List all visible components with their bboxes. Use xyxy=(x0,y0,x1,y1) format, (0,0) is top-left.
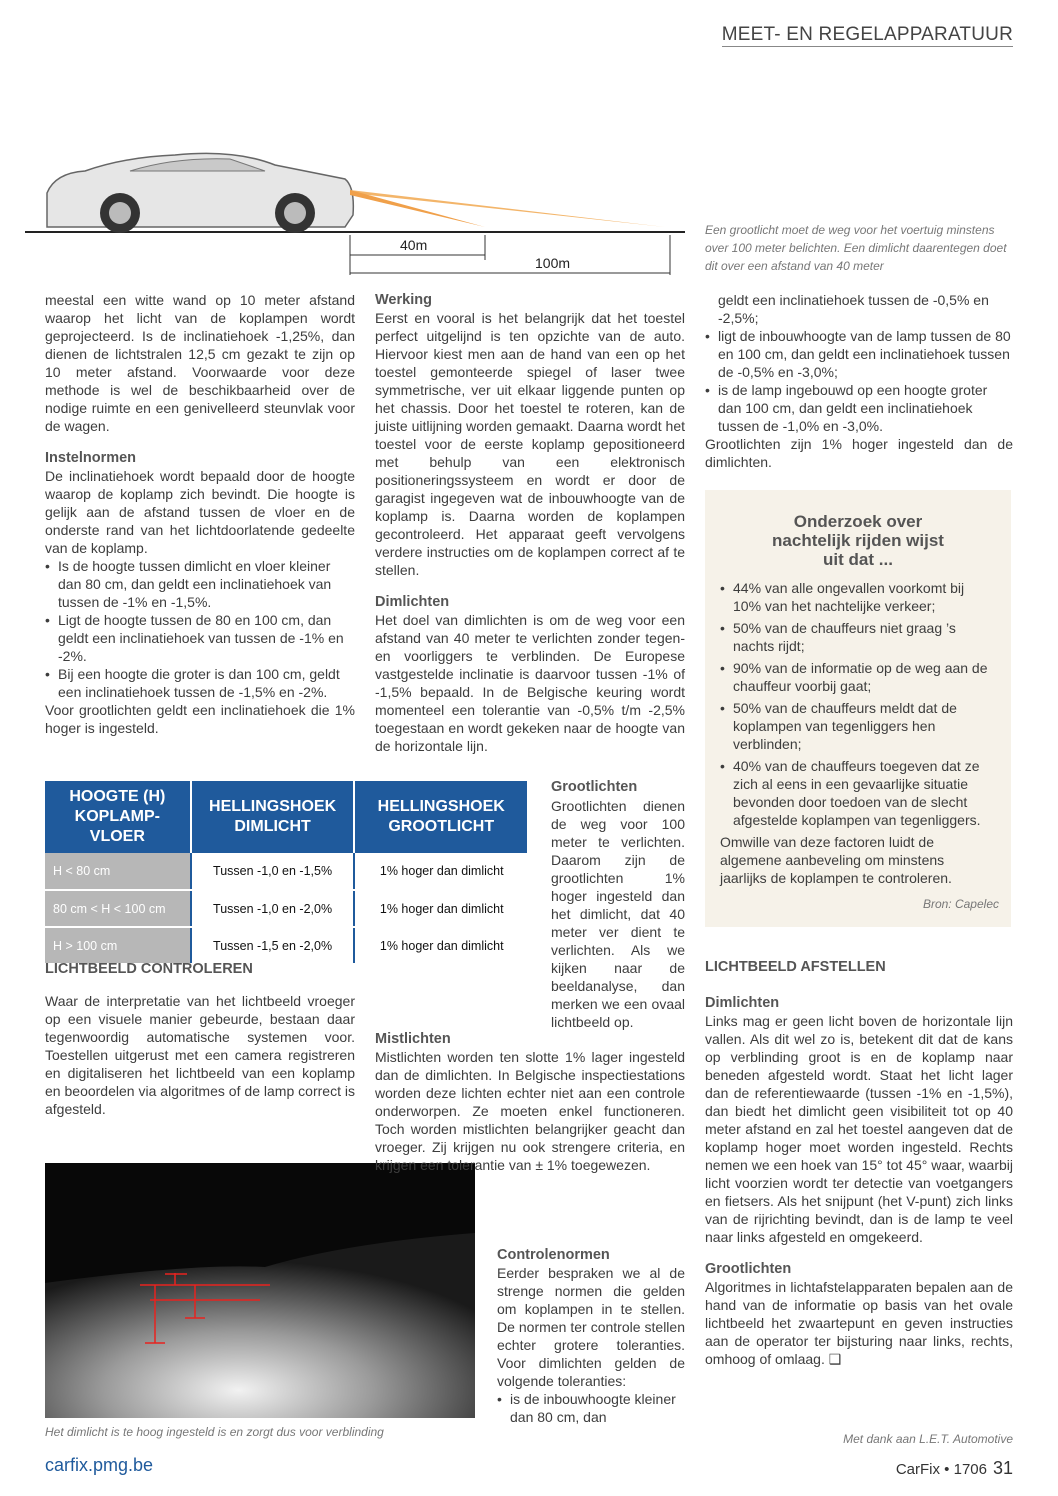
column-1 xyxy=(45,291,355,737)
col3-dimlichten-text: Links mag er geen licht boven de horizontale lijn vallen. Als dit wel zo is, betekent dit dat de kans op verblinding groot is en de koplamp naar beneden afgesteld wordt. Staat het licht lager dan de referentiewaarde (tussen -1% en -1,5%), dan biedt het dimlicht geen visibiliteit tot op 40 meter afstand en zal het toestel aangeven dat de koplamp hoger moet worden ingesteld. Rechts nemen we een hoek van 15° tot 45° waar, waarbij licht voorzien wordt ter detectie van voetgangers en fietsers. Als het snijpunt (het V-punt) zich links van de rijrichting bevindt, dan is de lamp te veel naar links afgesteld en omgekeerd. xyxy=(705,1013,1013,1245)
column-3-bottom xyxy=(705,958,1013,1368)
lichtbeeld-controleren-text: Waar de interpretatie van het lichtbeeld vroeger op een visuele manier gebeurde, bestaan daar tegenwoordig automatische systemen voor. Toestellen uitgerust met een camera registreren en digitaliseren het lichtbeeld van een koplamp en beoordelen via algoritmes of de lamp correct is afgesteld. xyxy=(45,993,355,1117)
lichtbeeld-afstellen-heading: LICHTBEELD AFSTELLEN xyxy=(705,959,886,975)
section-label: MEET- EN REGELAPPARATUUR xyxy=(721,24,1013,45)
grootlichten-text: Grootlichten dienen de weg voor 100 meter te verlichten. Daarom zijn de grootlichten 1% hoger ingesteld dan het dimlicht, dat 40 meter ver dient te verlichten. Als we kijken naar de beeldanalyse, dan merken we een ovaal lichtbeeld op. xyxy=(551,798,685,1030)
table-cell: H > 100 cm xyxy=(45,927,191,964)
mistlichten-block xyxy=(375,1030,685,1174)
controlenormen-text: Eerder bespraken we al de strenge normen die gelden om koplampen in te stellen. De normen ter controle stellen echter grotere toleranties. Voor dimlichten gelden de volgende toleranties: xyxy=(497,1265,685,1389)
table-cell: 1% hoger dan dimlicht xyxy=(354,853,528,890)
research-sidebox xyxy=(705,490,1011,927)
headlight-beam-photo xyxy=(45,1163,475,1418)
table-header: HOOGTE (H) KOPLAMP-VLOER xyxy=(45,781,191,853)
sidebox-bullet: • 40% van de chauffeurs toegeven dat ze zich al eens in een gevaarlijke situatie bevonden door toedoen van de slecht afgestelde koplampen van tegenliggers. xyxy=(720,757,991,829)
werking-text: Eerst en vooral is het belangrijk dat het toestel perfect uitgelijnd is ten opzichte van de auto. Hiervoor kiest men aan de hand van een op het toestel gemonteerde spiegel of laser twee symmetrische, ver uit elkaar liggende punten op het chassis. Door het toestel te roteren, kan de juiste uitlijning worden gemaakt. Daarna wordt het toestel voor de eerste koplamp gepositioneerd met behulp van een elektronisch positioneringssysteem en wordt er door de garagist ingegeven wat de inbouwhoogte van de koplamp is. Daarna worden de koplampen gecontroleerd. Het apparaat geeft vervolgens verdere instructies om de koplampen correct af te stellen. xyxy=(375,310,685,578)
table-cell: 1% hoger dan dimlicht xyxy=(354,890,528,927)
sidebox-source: Bron: Capelec xyxy=(922,897,999,911)
table-row xyxy=(45,890,528,927)
footer-issue xyxy=(896,1458,1013,1479)
dimlichten-heading: Dimlichten xyxy=(375,594,450,610)
grootlichten-block xyxy=(551,778,685,796)
table-cell: H < 80 cm xyxy=(45,853,191,890)
thanks-note: Met dank aan L.E.T. Automotive xyxy=(843,1432,1013,1446)
sidebox-outro: Omwille van deze factoren luidt de algemene aanbeveling om minstens jaarlijks de koplampen te controleren. xyxy=(720,834,952,886)
col3-dimlichten-heading: Dimlichten xyxy=(705,995,780,1011)
table-header: HELLINGSHOEK GROOTLICHT xyxy=(354,781,528,853)
instel-outro: Voor grootlichten geldt een inclinatiehoek die 1% hoger is ingesteld. xyxy=(45,702,355,736)
grootlichten-heading: Grootlichten xyxy=(551,779,638,795)
instelnormen-heading: Instelnormen xyxy=(45,450,137,466)
footer-site[interactable]: carfix.pmg.be xyxy=(45,1455,154,1475)
sidebox-title: Onderzoek over nachtelijk rijden wijst uit dat ... xyxy=(772,512,944,569)
col3-bullet: • ligt de inbouwhoogte van de lamp tussen de 80 en 100 cm, dan geldt een inclinatiehoek tussen de -0,5% en -3,0%; xyxy=(705,327,1013,381)
werking-heading: Werking xyxy=(375,292,432,308)
dist-40m-label: 40m xyxy=(400,237,428,253)
col1-intro: meestal een witte wand op 10 meter afstand waarop het licht van de koplampen wordt geprojecteerd. Is de inclinatiehoek -1,25%, dan dienen de lichtstralen 12,5 cm gezakt te zijn op 10 meter afstand. Voorwaarde voor deze methode is wel de beschikbaarheid over de nodige ruimte en een genivelleerd steunvlak voor de wagen. xyxy=(45,292,355,434)
headlight-range-diagram xyxy=(25,135,685,285)
mistlichten-heading: Mistlichten xyxy=(375,1031,451,1047)
sidebox-bullet: • 50% van de chauffeurs meldt dat de koplampen van tegenliggers hen verblinden; xyxy=(720,699,991,753)
column-2 xyxy=(375,291,685,755)
table-header: HELLINGSHOEK DIMLICHT xyxy=(191,781,355,853)
instel-bullet: • Is de hoogte tussen dimlicht en vloer kleiner dan 80 cm, dan geldt een inclinatiehoek van tussen de -1% en -1,5%. xyxy=(45,557,355,611)
page-number: 31 xyxy=(992,1458,1013,1478)
mistlichten-text: Mistlichten worden ten slotte 1% lager ingesteld dan de dimlichten. In Belgische inspectiestations worden deze lichten echter niet aan een controle onderworpen. Ze moeten enkel functioneren. Toch worden mistlichten belangrijker geacht dan vroeger. Zij krijgen nu ook strengere criteria, en krijgen een tolerantie van ± 1% toegewezen. xyxy=(375,1049,685,1173)
lichtbeeld-controleren xyxy=(45,960,355,1118)
dimlichten-text: Het doel van dimlichten is om de weg voor een afstand van 40 meter te verlichten zonder tegen- en voorliggers te verblinden. De Europese vastgestelde inclinatie is daarvoor tussen -1% of -1,5% bepaald. In de Belgische keuring wordt momenteel een tolerantie van -0,5% t/m -2,5% toegestaan en wordt gekeken naar de hoogte van de horizontale lijn. xyxy=(375,612,685,754)
instelnormen-text: De inclinatiehoek wordt bepaald door de hoogte waarop de koplamp zich bevindt. Die hoogte is gelijk aan de afstand tussen de vloer en de onderste rand van het lichtdoorlatende gedeelte van de koplamp. xyxy=(45,468,355,556)
table-cell: 80 cm < H < 100 cm xyxy=(45,890,191,927)
lichtbeeld-controleren-heading: LICHTBEELD CONTROLEREN xyxy=(45,961,253,977)
photo-caption: Het dimlicht is te hoog ingesteld is en zorgt dus voor verblinding xyxy=(45,1425,384,1439)
table-cell: Tussen -1,5 en -2,0% xyxy=(191,927,355,964)
table-cell: Tussen -1,0 en -2,0% xyxy=(191,890,355,927)
column-3-top xyxy=(705,291,1013,471)
grootlichten-text-narrow xyxy=(551,797,685,1030)
end-mark: ❑ xyxy=(828,1351,842,1367)
controlenormen-block xyxy=(497,1246,685,1426)
col3-grootlichten-text: Algoritmes in lichtafstelapparaten bepalen aan de hand van de informatie op basis van het ovale lichtbeeld het zwaartepunt en geven instructies aan de operator ter bijsturing naar links, rechts, omhoog of omlaag. xyxy=(705,1279,1013,1367)
dist-100m-label: 100m xyxy=(535,255,571,271)
inclination-table xyxy=(45,781,529,965)
sidebox-bullet: • 50% van de chauffeurs niet graag ’s nachts rijdt; xyxy=(720,619,991,655)
instel-bullet: • Bij een hoogte die groter is dan 100 cm, geldt een inclinatiehoek tussen de -1,5% en -2%. xyxy=(45,665,355,701)
footer-issue-label: CarFix • 1706 xyxy=(895,1461,987,1478)
col3-grootlichten-heading: Grootlichten xyxy=(705,1261,792,1277)
controlenormen-heading: Controlenormen xyxy=(497,1247,610,1263)
top-figure-caption: Een grootlicht moet de weg voor het voertuig minstens over 100 meter belichten. Een dimlicht daarentegen doet dit over een afstand van 40 meter xyxy=(705,223,1007,273)
instel-bullet: • Ligt de hoogte tussen de 80 en 100 cm, dan geldt een inclinatiehoek van tussen de -1% en -2%. xyxy=(45,611,355,665)
table-row xyxy=(45,853,528,890)
sidebox-bullet: • 44% van alle ongevallen voorkomt bij 10% van het nachtelijke verkeer; xyxy=(720,579,991,615)
controle-bullet: • is de inbouwhoogte kleiner dan 80 cm, dan xyxy=(497,1390,685,1426)
col3-bullet: • is de lamp ingebouwd op een hoogte groter dan 100 cm, dan geldt een inclinatiehoek tussen de -1,0% en -3,0%. xyxy=(705,381,1013,435)
col3-outro: Grootlichten zijn 1% hoger ingesteld dan de dimlichten. xyxy=(705,436,1013,470)
table-cell: 1% hoger dan dimlicht xyxy=(354,927,528,964)
col3-continuation: geldt een inclinatiehoek tussen de -0,5% en -2,5%; xyxy=(718,292,989,326)
table-cell: Tussen -1,0 en -1,5% xyxy=(191,853,355,890)
table-row xyxy=(45,927,528,964)
sidebox-bullet: • 90% van de informatie op de weg aan de chauffeur voorbij gaat; xyxy=(720,659,991,695)
